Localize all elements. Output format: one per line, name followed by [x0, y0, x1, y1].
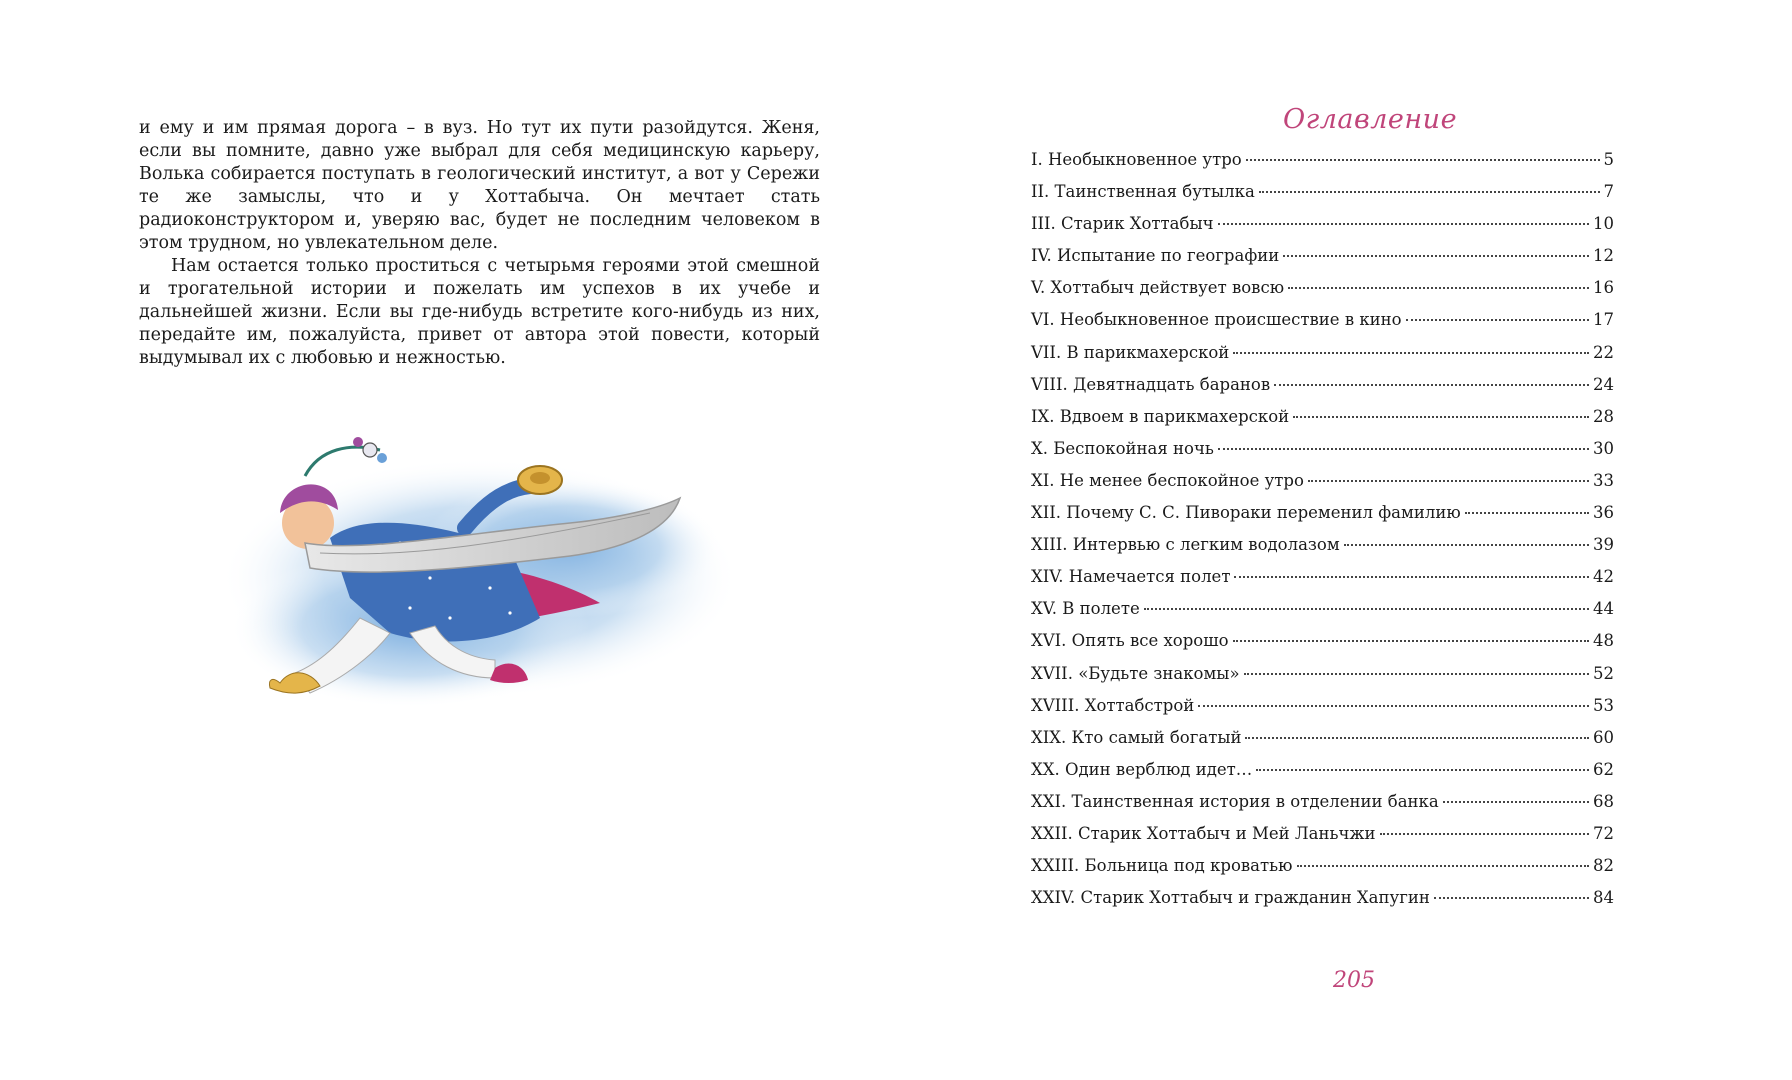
toc-entry-page: 84 — [1593, 888, 1614, 908]
leader-dots — [1308, 479, 1589, 482]
leader-dots — [1283, 254, 1589, 257]
toc-entry-page: 52 — [1593, 663, 1614, 683]
toc-entry-title: XII. Почему С. С. Пивораки переменил фамилию — [1031, 503, 1461, 523]
toc-entry-title: VIII. Девятнадцать баранов — [1031, 374, 1271, 394]
leader-dots — [1246, 158, 1600, 161]
toc-entry-page: 68 — [1593, 791, 1614, 811]
toc-entry — [1031, 631, 1614, 663]
toc-entry — [1031, 760, 1614, 792]
toc-entry — [1031, 824, 1614, 856]
toc-entry — [1031, 182, 1614, 214]
toc-entry-page: 22 — [1593, 342, 1614, 362]
toc-entry-page: 28 — [1593, 406, 1614, 426]
leader-dots — [1233, 351, 1589, 354]
leader-dots — [1244, 672, 1589, 675]
toc-entry-title: III. Старик Хоттабыч — [1031, 214, 1214, 234]
leader-dots — [1245, 736, 1589, 739]
toc-entry-title: XXII. Старик Хоттабыч и Мей Ланьчжи — [1031, 823, 1376, 843]
toc-entry — [1031, 375, 1614, 407]
toc-entry — [1031, 246, 1614, 278]
toc-entry-page: 12 — [1593, 246, 1614, 266]
leader-dots — [1234, 575, 1589, 578]
toc-entry-page: 5 — [1603, 150, 1614, 169]
leader-dots — [1443, 800, 1589, 803]
page-number: 205 — [1333, 968, 1375, 993]
toc-entry — [1031, 696, 1614, 728]
toc-entry-page: 39 — [1593, 535, 1614, 555]
leader-dots — [1297, 864, 1590, 867]
toc-entry-page: 42 — [1593, 567, 1614, 587]
leader-dots — [1233, 639, 1589, 642]
toc-entry-title: XI. Не менее беспокойное утро — [1031, 470, 1304, 490]
toc-entry-page: 48 — [1593, 631, 1614, 651]
leader-dots — [1293, 415, 1589, 418]
toc-entry-title: IV. Испытание по географии — [1031, 246, 1280, 266]
toc-entry-title: I. Необыкновенное утро — [1031, 150, 1242, 169]
toc-entry — [1031, 439, 1614, 471]
toc-entry-title: XVI. Опять все хорошо — [1031, 631, 1229, 651]
leader-dots — [1288, 286, 1589, 289]
toc-entry — [1031, 407, 1614, 439]
toc-entry — [1031, 728, 1614, 760]
toc-entry-page: 82 — [1593, 856, 1614, 876]
toc-entry — [1031, 535, 1614, 567]
toc-entry-title: XVII. «Будьте знакомы» — [1031, 663, 1240, 683]
toc-entry — [1031, 150, 1614, 182]
toc-entry-page: 16 — [1593, 278, 1614, 298]
leader-dots — [1344, 543, 1589, 546]
toc-entry — [1031, 214, 1614, 246]
toc-entry-page: 30 — [1593, 438, 1614, 458]
toc-entry-title: V. Хоттабыч действует вовсю — [1031, 278, 1285, 298]
toc-entry-page: 60 — [1593, 727, 1614, 747]
toc-entry — [1031, 278, 1614, 310]
toc-entry-title: II. Таинственная бутылка — [1031, 182, 1255, 202]
right-page — [896, 0, 1792, 1080]
toc-entry — [1031, 503, 1614, 535]
toc-entry-title: XVIII. Хоттабстрой — [1031, 695, 1195, 715]
leader-dots — [1380, 832, 1589, 835]
toc-entry-title: XX. Один верблюд идет… — [1031, 759, 1253, 779]
leader-dots — [1218, 447, 1589, 450]
toc-entry-title: XV. В полете — [1031, 599, 1140, 619]
leader-dots — [1434, 896, 1589, 899]
leader-dots — [1406, 318, 1589, 321]
toc-entry — [1031, 310, 1614, 342]
leader-dots — [1256, 768, 1589, 771]
toc-entry — [1031, 567, 1614, 599]
toc-entry-page: 53 — [1593, 695, 1614, 715]
toc-entry-page: 24 — [1593, 374, 1614, 394]
leader-dots — [1259, 190, 1600, 193]
leader-dots — [1274, 383, 1589, 386]
toc-entry-title: VI. Необыкновенное происшествие в кино — [1031, 310, 1402, 330]
toc-entry-page: 62 — [1593, 759, 1614, 779]
toc-entry — [1031, 888, 1614, 920]
leader-dots — [1198, 704, 1589, 707]
toc-entry-page: 36 — [1593, 503, 1614, 523]
toc-title: Оглавление — [1282, 104, 1458, 135]
toc-entry-title: VII. В парикмахерской — [1031, 342, 1230, 362]
table-of-contents — [1031, 150, 1614, 920]
toc-entry — [1031, 471, 1614, 503]
paragraph: Нам остается только проститься с четырьмя героями этой смешной и трогательной истории и пожелать им успехов в их учебе и дальнейшей жизни. Если вы где-нибудь встретите кого-нибудь из них, передайте им, пожалуйста, привет от автора этой повести, который выдумывал их с любовью и нежностью. — [139, 256, 820, 368]
toc-entry — [1031, 599, 1614, 631]
toc-entry-title: X. Беспокойная ночь — [1031, 438, 1214, 458]
leader-dots — [1218, 222, 1590, 225]
toc-entry-page: 72 — [1593, 823, 1614, 843]
toc-entry-page: 33 — [1593, 470, 1614, 490]
toc-entry — [1031, 664, 1614, 696]
hottabych-illustration — [210, 428, 730, 728]
toc-entry-title: XIII. Интервью с легким водолазом — [1031, 535, 1340, 555]
paragraph: и ему и им прямая дорога – в вуз. Но тут их пути разойдутся. Женя, если вы помните, давно уже выбрал для себя медицинскую карьеру, Волька собирается поступать в геологический институт, а вот у Сережи те же замыслы, что и у Хоттабыча. Он мечтает стать радиоконструктором и, уверяю вас, будет не последним человеком в этом трудном, но увлекательном деле. — [139, 118, 820, 253]
toc-entry-title: XXI. Таинственная история в отделении банка — [1031, 791, 1439, 811]
toc-entry-page: 10 — [1593, 214, 1614, 234]
toc-entry — [1031, 343, 1614, 375]
toc-entry-page: 44 — [1593, 599, 1614, 619]
toc-entry-title: XIV. Намечается полет — [1031, 567, 1231, 587]
body-text — [139, 117, 820, 370]
leader-dots — [1465, 511, 1589, 514]
toc-entry — [1031, 856, 1614, 888]
toc-entry-page: 7 — [1603, 182, 1614, 202]
toc-entry-title: XIX. Кто самый богатый — [1031, 727, 1242, 747]
toc-entry — [1031, 792, 1614, 824]
toc-entry-title: IX. Вдвоем в парикмахерской — [1031, 406, 1290, 426]
leader-dots — [1144, 607, 1589, 610]
toc-entry-title: XXIV. Старик Хоттабыч и гражданин Хапугин — [1031, 888, 1430, 908]
toc-entry-title: XXIII. Больница под кроватью — [1031, 856, 1293, 876]
toc-entry-page: 17 — [1593, 310, 1614, 330]
